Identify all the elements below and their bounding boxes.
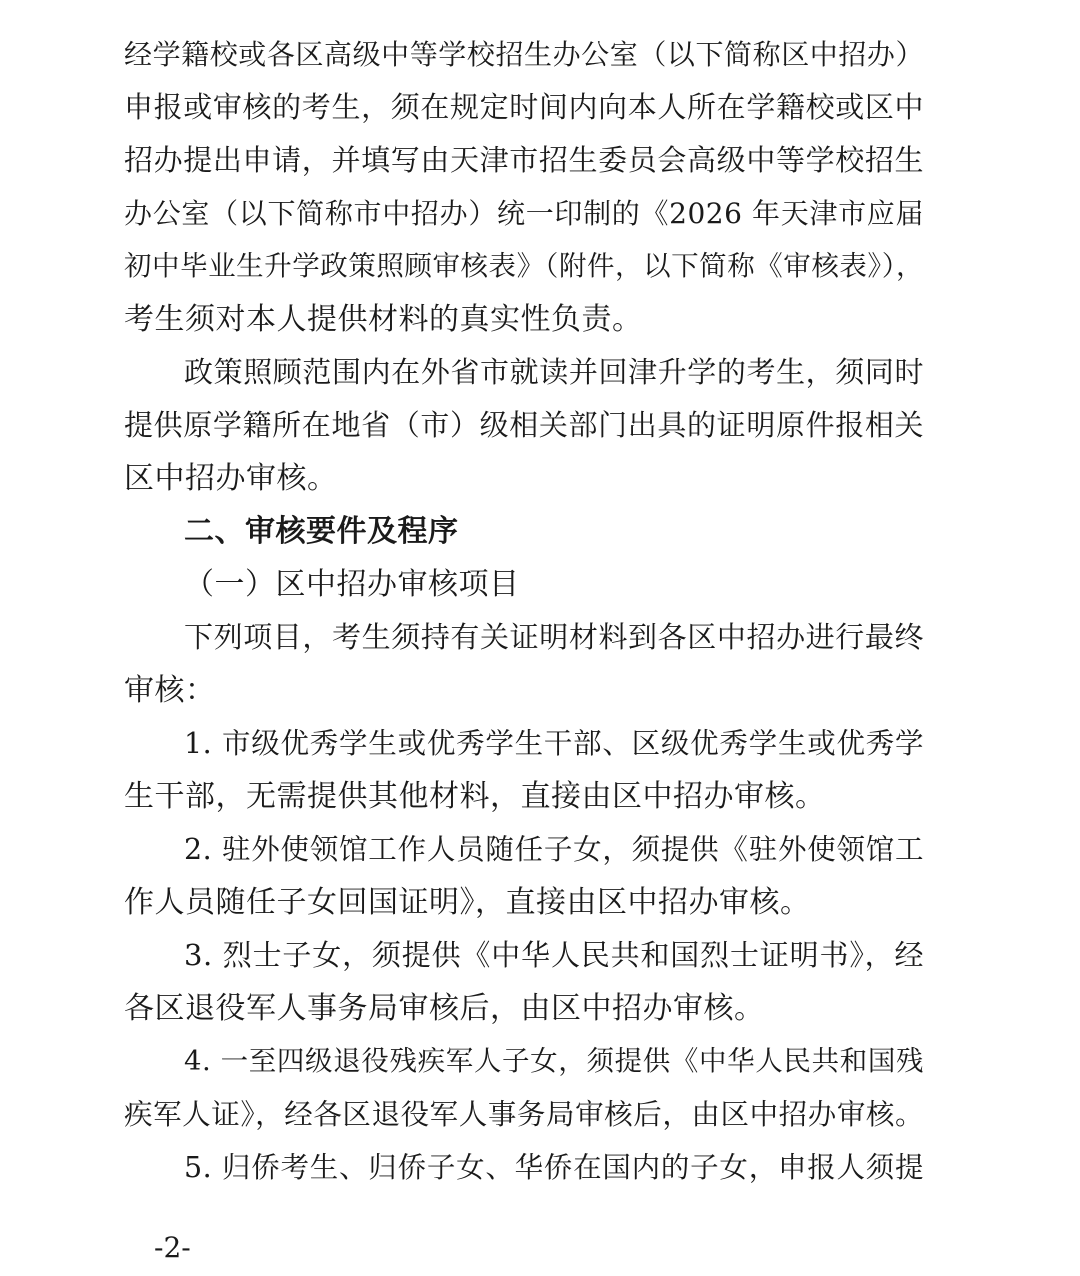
list-item — [124, 717, 924, 823]
text-line: 区中招办审核。 — [124, 461, 338, 496]
text-line: 提供原学籍所在地省（市）级相关部门出具的证明原件报相关 — [124, 408, 924, 442]
text-line: 考生须对本人提供材料的真实性负责。 — [124, 302, 643, 337]
intro-paragraph — [124, 611, 924, 717]
sub-heading: （一）区中招办审核项目 — [184, 567, 520, 602]
text-line: 生干部，无需提供其他材料，直接由区中招办审核。 — [124, 779, 826, 814]
text-line: 作人员随任子女回国证明》，直接由区中招办审核。 — [124, 885, 811, 920]
text-line: 各区退役军人事务局审核后，由区中招办审核。 — [124, 991, 765, 1026]
text-line: 办公室（以下简称市中招办）统一印制的《2026 年天津市应届 — [124, 197, 924, 230]
text-line: 申报或审核的考生，须在规定时间内向本人所在学籍校或区中 — [124, 90, 924, 124]
section-heading: 二、审核要件及程序 — [184, 514, 459, 549]
list-item — [124, 1141, 924, 1194]
text-line: 下列项目，考生须持有关证明材料到各区中招办进行最终 — [184, 620, 924, 654]
text-line: 5. 归侨考生、归侨子女、华侨在国内的子女，申报人须提 — [184, 1151, 924, 1184]
text-line: 经学籍校或各区高级中等学校招生办公室（以下简称区中招办） — [124, 38, 924, 71]
text-line: 2. 驻外使领馆工作人员随任子女，须提供《驻外使领馆工 — [184, 833, 924, 866]
paragraph — [124, 346, 924, 505]
text-line: 1. 市级优秀学生或优秀学生干部、区级优秀学生或优秀学 — [184, 727, 924, 760]
list-item — [124, 1035, 924, 1141]
paragraph — [124, 28, 924, 346]
page-number: -2- — [154, 1231, 191, 1264]
text-line: 招办提出申请，并填写由天津市招生委员会高级中等学校招生 — [124, 143, 924, 177]
text-line: 政策照顾范围内在外省市就读并回津升学的考生，须同时 — [184, 355, 924, 389]
text-line: 疾军人证》，经各区退役军人事务局审核后，由区中招办审核。 — [124, 1098, 924, 1131]
text-line: 初中毕业生升学政策照顾审核表》（附件，以下简称《审核表》）， — [124, 250, 924, 282]
text-line: 4. 一至四级退役残疾军人子女，须提供《中华人民共和国残 — [184, 1045, 924, 1077]
list-item — [124, 929, 924, 1035]
text-line: 3. 烈士子女，须提供《中华人民共和国烈士证明书》，经 — [184, 938, 924, 972]
text-line: 审核： — [124, 673, 216, 708]
document-body — [124, 28, 924, 1194]
list-item — [124, 823, 924, 929]
